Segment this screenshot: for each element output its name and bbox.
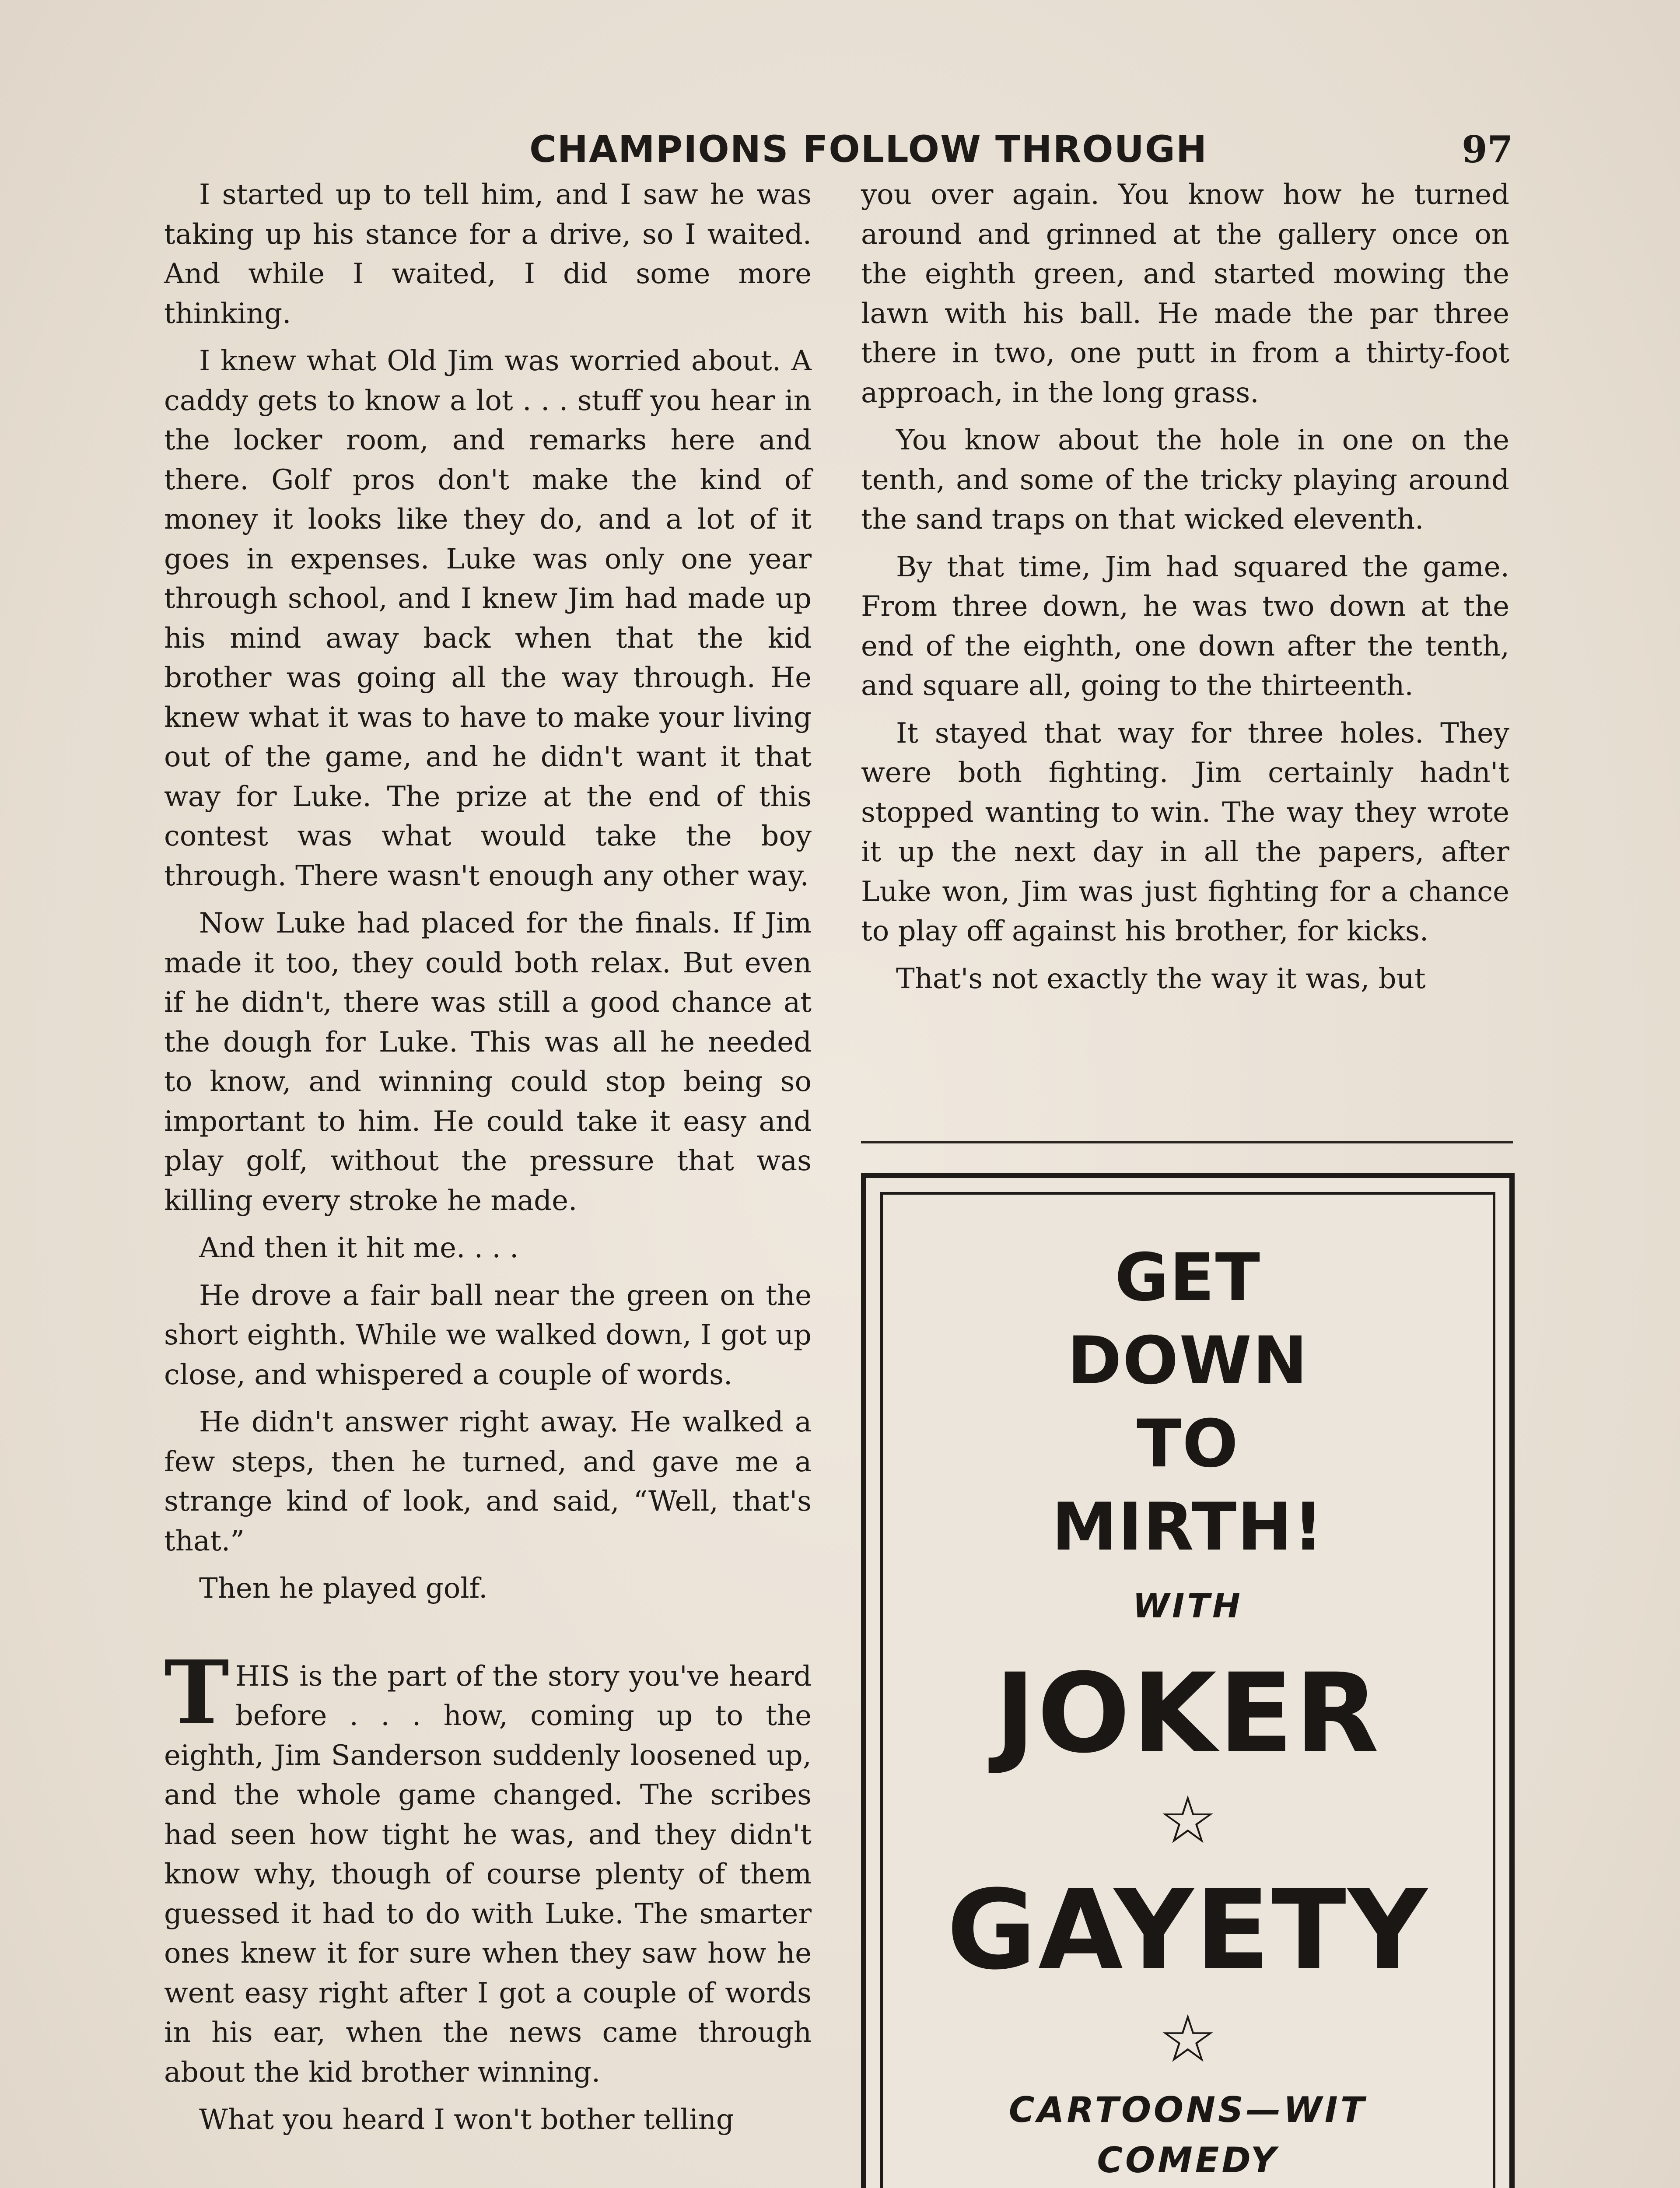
page-number: 97 (1462, 128, 1513, 171)
paragraph: He drove a fair ball near the green on the short eighth. While we walked down, I got up close, and whispered a couple of words. (164, 1279, 812, 1391)
column-divider-rule (861, 1141, 1513, 1143)
paragraph: You know about the hole in one on the tenth, and some of the tricky playing around the sand traps on that wicked eleventh. (861, 424, 1509, 536)
paragraph: Then he played golf. (199, 1572, 488, 1605)
paragraph: That's not exactly the way it was, but (896, 962, 1426, 995)
ad-brand-joker: JOKER (994, 1650, 1381, 1777)
ad-headline-line: TO (1137, 1406, 1239, 1482)
advertisement-box (861, 1173, 1515, 2188)
left-column (164, 175, 812, 2148)
paragraph: And then it hit me. . . . (199, 1232, 519, 1264)
star-icon: ☆ (1158, 2001, 1218, 2077)
ad-headline-line: DOWN (1067, 1323, 1309, 1399)
drop-cap: T (164, 1641, 229, 1744)
running-title: CHAMPIONS FOLLOW THROUGH (529, 128, 1208, 171)
ad-headline-line: MIRTH! (1051, 1489, 1324, 1565)
paragraph: By that time, Jim had squared the game. From three down, he was two down at the end of the eighth, one down after the tenth, and square all, going to the thirteenth. (861, 551, 1509, 702)
section-start-paragraph (164, 1641, 812, 2093)
paragraph: I knew what Old Jim was worried about. A caddy gets to know a lot . . . stuff you hear in the locker room, and remarks here and there. Golf pros don't make the kind of money it looks like they do, and a lot of it goes in expenses. Luke was only one year through school, and I knew Jim had made up his mind away back when that the kid brother was going all the way through. He knew what it was to have to make your living out of the game, and he didn't want it that way for Luke. The prize at the end of this contest was what would take the boy through. There wasn't enough any other way. (164, 345, 812, 892)
star-icon: ☆ (1158, 1782, 1218, 1858)
ad-tagline: COMEDY (1097, 2140, 1279, 2181)
paragraph: What you heard I won't bother telling (199, 2104, 734, 2136)
right-column (861, 175, 1509, 1006)
paragraph: It stayed that way for three holes. They were both fighting. Jim certainly hadn't stopped wanting to win. The way they wrote it up the next day in all the papers, after Luke won, Jim was just fighting for a chance to play off against his brother, for kicks. (861, 717, 1509, 947)
paragraph: He didn't answer right away. He walked a few steps, then he turned, and gave me a strange kind of look, and said, “Well, that's that.” (164, 1406, 812, 1557)
paragraph: you over again. You know how he turned around and grinned at the gallery once on the eighth green, and started mowing the lawn with his ball. He made the par three there in two, one putt in from a thirty-foot approach, in the long grass. (861, 179, 1509, 409)
ad-brand-gayety: GAYETY (946, 1866, 1429, 1994)
ad-headline-line: GET (1115, 1240, 1261, 1316)
advertisement-inner-border (880, 1192, 1495, 2188)
paragraph: I started up to tell him, and I saw he was taking up his stance for a drive, so I waited. And while I waited, I did some more thinking. (164, 179, 812, 330)
ad-with-label: WITH (1133, 1586, 1243, 1625)
running-head (163, 128, 1513, 176)
ad-tagline: CARTOONS—WIT (1008, 2090, 1367, 2130)
paragraph: Now Luke had placed for the finals. If Jim made it too, they could both relax. But even if he didn't, there was still a good chance at the dough for Luke. This was all he needed to know, and winning could stop being so important to him. He could take it easy and play golf, without the pressure that was killing every stroke he made. (164, 907, 812, 1217)
section-start-text: HIS is the part of the story you've heard before . . . how, coming up to the eighth, Jim Sanderson suddenly loosened up, and the whole game changed. The scribes had seen how tight he was, and they didn't know why, though of course plenty of them guessed it had to do with Luke. The smarter ones knew it for sure when they saw how he went easy right after I got a couple of words in his ear, when the news came through about the kid brother winning. (164, 1660, 812, 2089)
